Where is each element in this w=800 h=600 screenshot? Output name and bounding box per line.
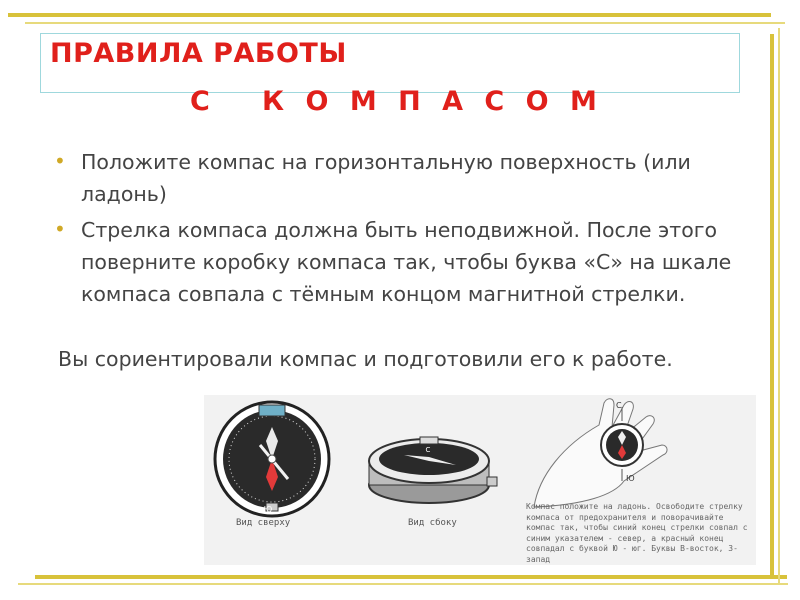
figure-note: Компас положите на ладонь. Освободите стрелку компаса от предохранителя и поворачивайте компас так, чтобы синий конец стрелки совпал с синим указателем - север, а красный конец совпадал с буквой Ю - юг. Буквы В-восток, З-запад — [526, 502, 748, 564]
top-frame-bar-thin — [25, 22, 785, 24]
dial-letter-south-hand: Ю — [626, 474, 635, 483]
caption-top-view: Вид сверху — [236, 518, 291, 528]
rule-text: Положите компас на горизонтальную поверхность (или ладонь) — [81, 150, 691, 206]
rules-list — [52, 146, 742, 314]
top-frame-bar — [8, 13, 771, 17]
right-frame-bar-thin — [778, 28, 780, 583]
bullet-icon: • — [54, 217, 66, 241]
rule-text: Стрелка компаса должна быть неподвижной. После этого поверните коробку компаса так, чтобы буква «С» на шкале компаса совпала с тёмным концом магнитной стрелки. — [81, 218, 732, 306]
bullet-icon: • — [54, 149, 66, 173]
slide-title-line2: С К О М П А С О М — [190, 86, 603, 117]
right-frame-bar — [770, 34, 774, 576]
dial-letter-south: Ю — [263, 505, 273, 514]
bottom-frame-bar-thin — [18, 583, 788, 585]
conclusion-text: Вы сориентировали компас и подготовили его к работе. — [58, 347, 673, 371]
hand-with-compass — [534, 399, 667, 507]
bottom-frame-bar — [35, 575, 787, 579]
compass-top-view — [215, 402, 329, 516]
slide-title-line1: ПРАВИЛА РАБОТЫ — [50, 38, 347, 69]
rule-item — [52, 146, 742, 210]
dial-letter-north: С — [616, 401, 622, 410]
compass-side-view — [369, 437, 497, 503]
rule-item — [52, 214, 742, 310]
dial-letter-north-side: С — [425, 446, 431, 454]
compass-illustration — [204, 395, 756, 565]
caption-side-view: Вид сбоку — [408, 518, 457, 528]
